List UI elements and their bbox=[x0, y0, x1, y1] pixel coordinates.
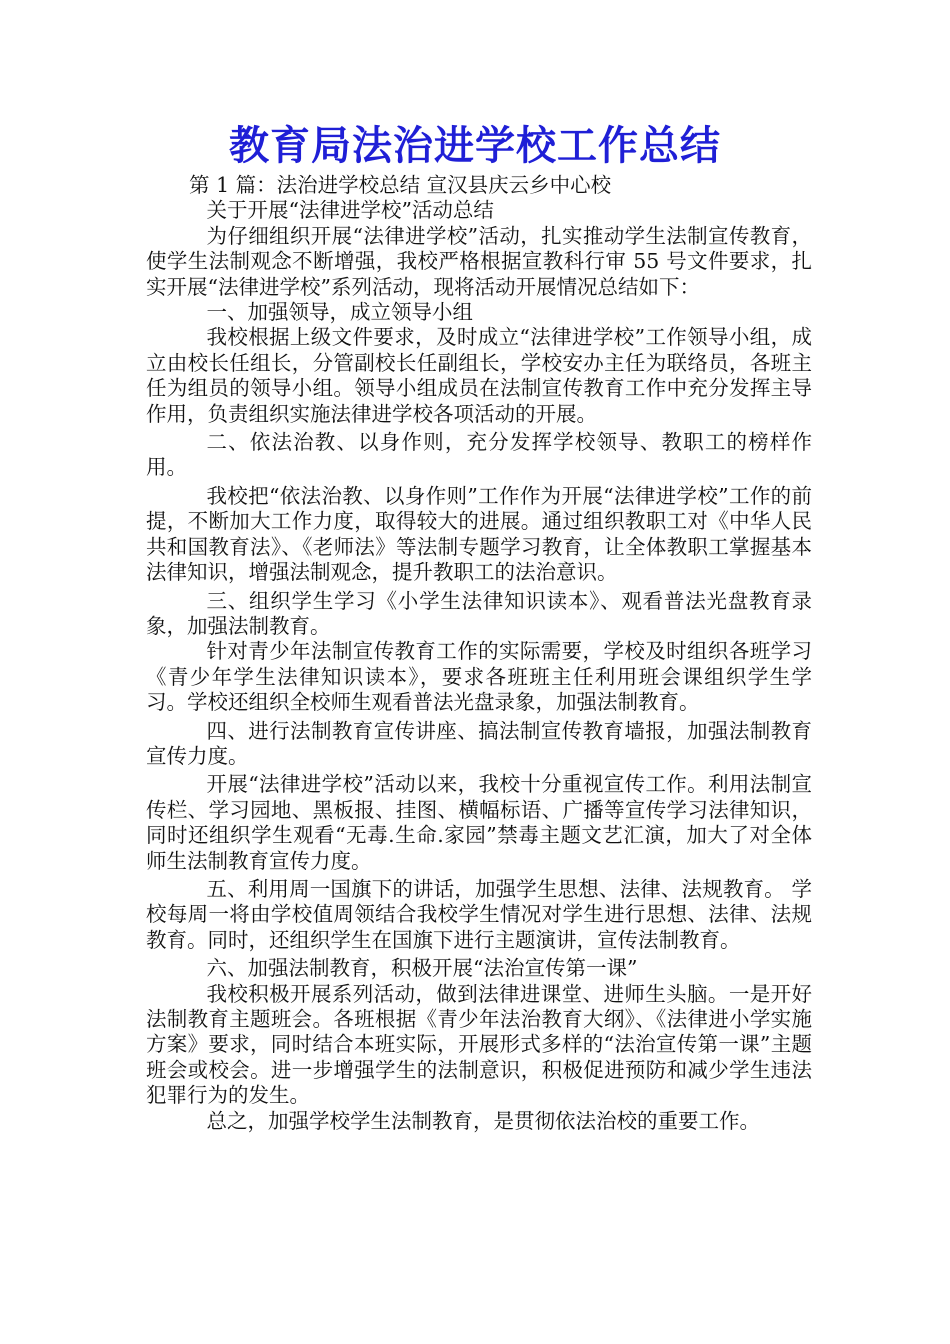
paragraph-section-4: 开展“法律进学校”活动以来，我校十分重视宣传工作。利用法制宣传栏、学习园地、黑板报、挂图、横幅标语、广播等宣传学习法律知识，同时还组织学生观看“无毒.生命.家园”禁毒主题文艺汇演，加大了对全体师生法制教育宣传力度。 bbox=[146, 772, 812, 873]
paragraph-section-2: 我校把“依法治教、以身作则”工作作为开展“法律进学校”工作的前提，不断加大工作力度，取得较大的进展。通过组织教职工对《中华人民共和国教育法》、《老师法》等法制专题学习教育，让全体教职工掌握基本法律知识，增强法制观念，提升教职工的法治意识。 bbox=[146, 483, 812, 585]
paragraph-source-line: 第 1 篇：法治进学校总结 宣汉县庆云乡中心校 bbox=[189, 173, 612, 197]
section-heading-2: 二、依法治教、以身作则，充分发挥学校领导、教职工的榜样作用。 bbox=[146, 430, 812, 480]
section-heading-6: 六、加强法制教育，积极开展“法治宣传第一课” bbox=[206, 956, 638, 981]
document-body bbox=[146, 173, 812, 1134]
section-heading-4: 四、进行法制教育宣传讲座、搞法制宣传教育墙报，加强法制教育宣传力度。 bbox=[146, 718, 812, 768]
paragraph-section-6: 我校积极开展系列活动，做到法律进课堂、进师生头脑。一是开好法制教育主题班会。各班根据《青少年法治教育大纲》、《法律进小学实施方案》要求，同时结合本班实际，开展形式多样的“法治宣传第一课”主题班会或校会。进一步增强学生的法制意识，积极促进预防和减少学生违法犯罪行为的发生。 bbox=[146, 981, 812, 1108]
paragraph-section-1: 我校根据上级文件要求，及时成立“法律进学校”工作领导小组，成立由校长任组长，分管副校长任副组长，学校安办主任为联络员，各班主任为组员的领导小组。领导小组成员在法制宣传教育工作中充分发挥主导作用，负责组织实施法律进学校各项活动的开展。 bbox=[146, 325, 812, 426]
paragraph-subtitle: 关于开展“法律进学校”活动总结 bbox=[206, 198, 494, 223]
paragraph-section-5: 五、利用周一国旗下的讲话，加强学生思想、法律、法规教育。 学校每周一将由学校值周领结合我校学生情况对学生进行思想、法律、法规教育。同时，还组织学生在国旗下进行主题演讲，宣传法制教育。 bbox=[146, 876, 812, 952]
document-title: 教育局法治进学校工作总结 bbox=[229, 122, 721, 169]
section-heading-3: 三、组织学生学习《小学生法律知识读本》、观看普法光盘教育录象，加强法制教育。 bbox=[146, 588, 812, 638]
paragraph-section-3: 针对青少年法制宣传教育工作的实际需要，学校及时组织各班学习《青少年学生法律知识读本》，要求各班班主任利用班会课组织学生学习。学校还组织全校师生观看普法光盘录象，加强法制教育。 bbox=[146, 639, 812, 715]
paragraph-intro: 为仔细组织开展“法律进学校”活动，扎实推动学生法制宣传教育，使学生法制观念不断增强，我校严格根据宣教科行审 55 号文件要求，扎实开展“法律进学校”系列活动，现将活动开展情况总结如下： bbox=[146, 223, 812, 299]
paragraph-conclusion: 总之，加强学校学生法制教育，是贯彻依法治校的重要工作。 bbox=[206, 1108, 760, 1133]
section-heading-1: 一、加强领导，成立领导小组 bbox=[206, 300, 473, 325]
